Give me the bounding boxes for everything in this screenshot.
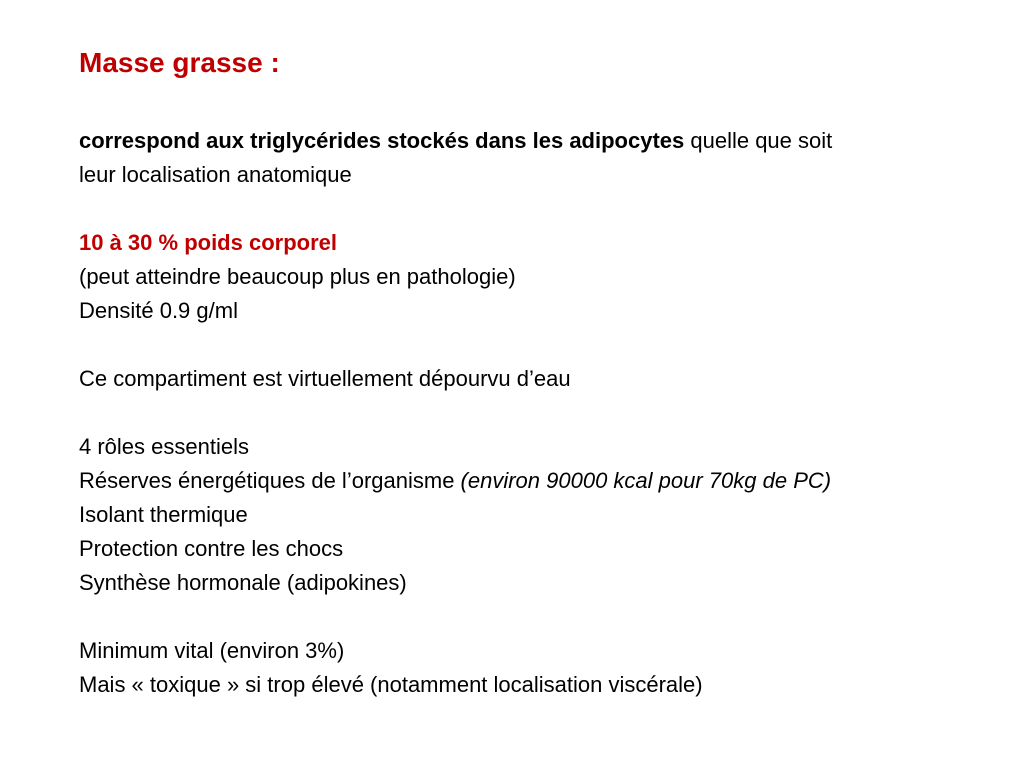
slide-title: Masse grasse : [79,47,280,78]
proportion-note: (peut atteindre beaucoup plus en pathologie) [79,264,516,289]
proportion-highlight: 10 à 30 % poids corporel [79,230,337,255]
definition-line-2: leur localisation anatomique [79,162,352,187]
slide-body [79,124,979,702]
definition-bold: correspond aux triglycérides stockés dans les adipocytes [79,128,685,153]
role-item [79,464,979,498]
role-text: Réserves énergétiques de l’organisme [79,468,461,493]
role-item: Protection contre les chocs [79,536,344,561]
toxic-text: Mais « toxique » si trop élevé (notamment localisation viscérale) [79,672,703,697]
water-text: Ce compartiment est virtuellement dépourvu d’eau [79,366,571,391]
minimum-text: Minimum vital (environ 3%) [79,638,345,663]
definition-line [79,124,979,158]
density-text: Densité 0.9 g/ml [79,298,238,323]
role-note: (environ 90000 kcal pour 70kg de PC) [460,468,832,493]
roles-heading: 4 rôles essentiels [79,434,249,459]
role-item: Isolant thermique [79,502,248,527]
definition-rest: quelle que soit [684,128,833,153]
role-item: Synthèse hormonale (adipokines) [79,570,407,595]
